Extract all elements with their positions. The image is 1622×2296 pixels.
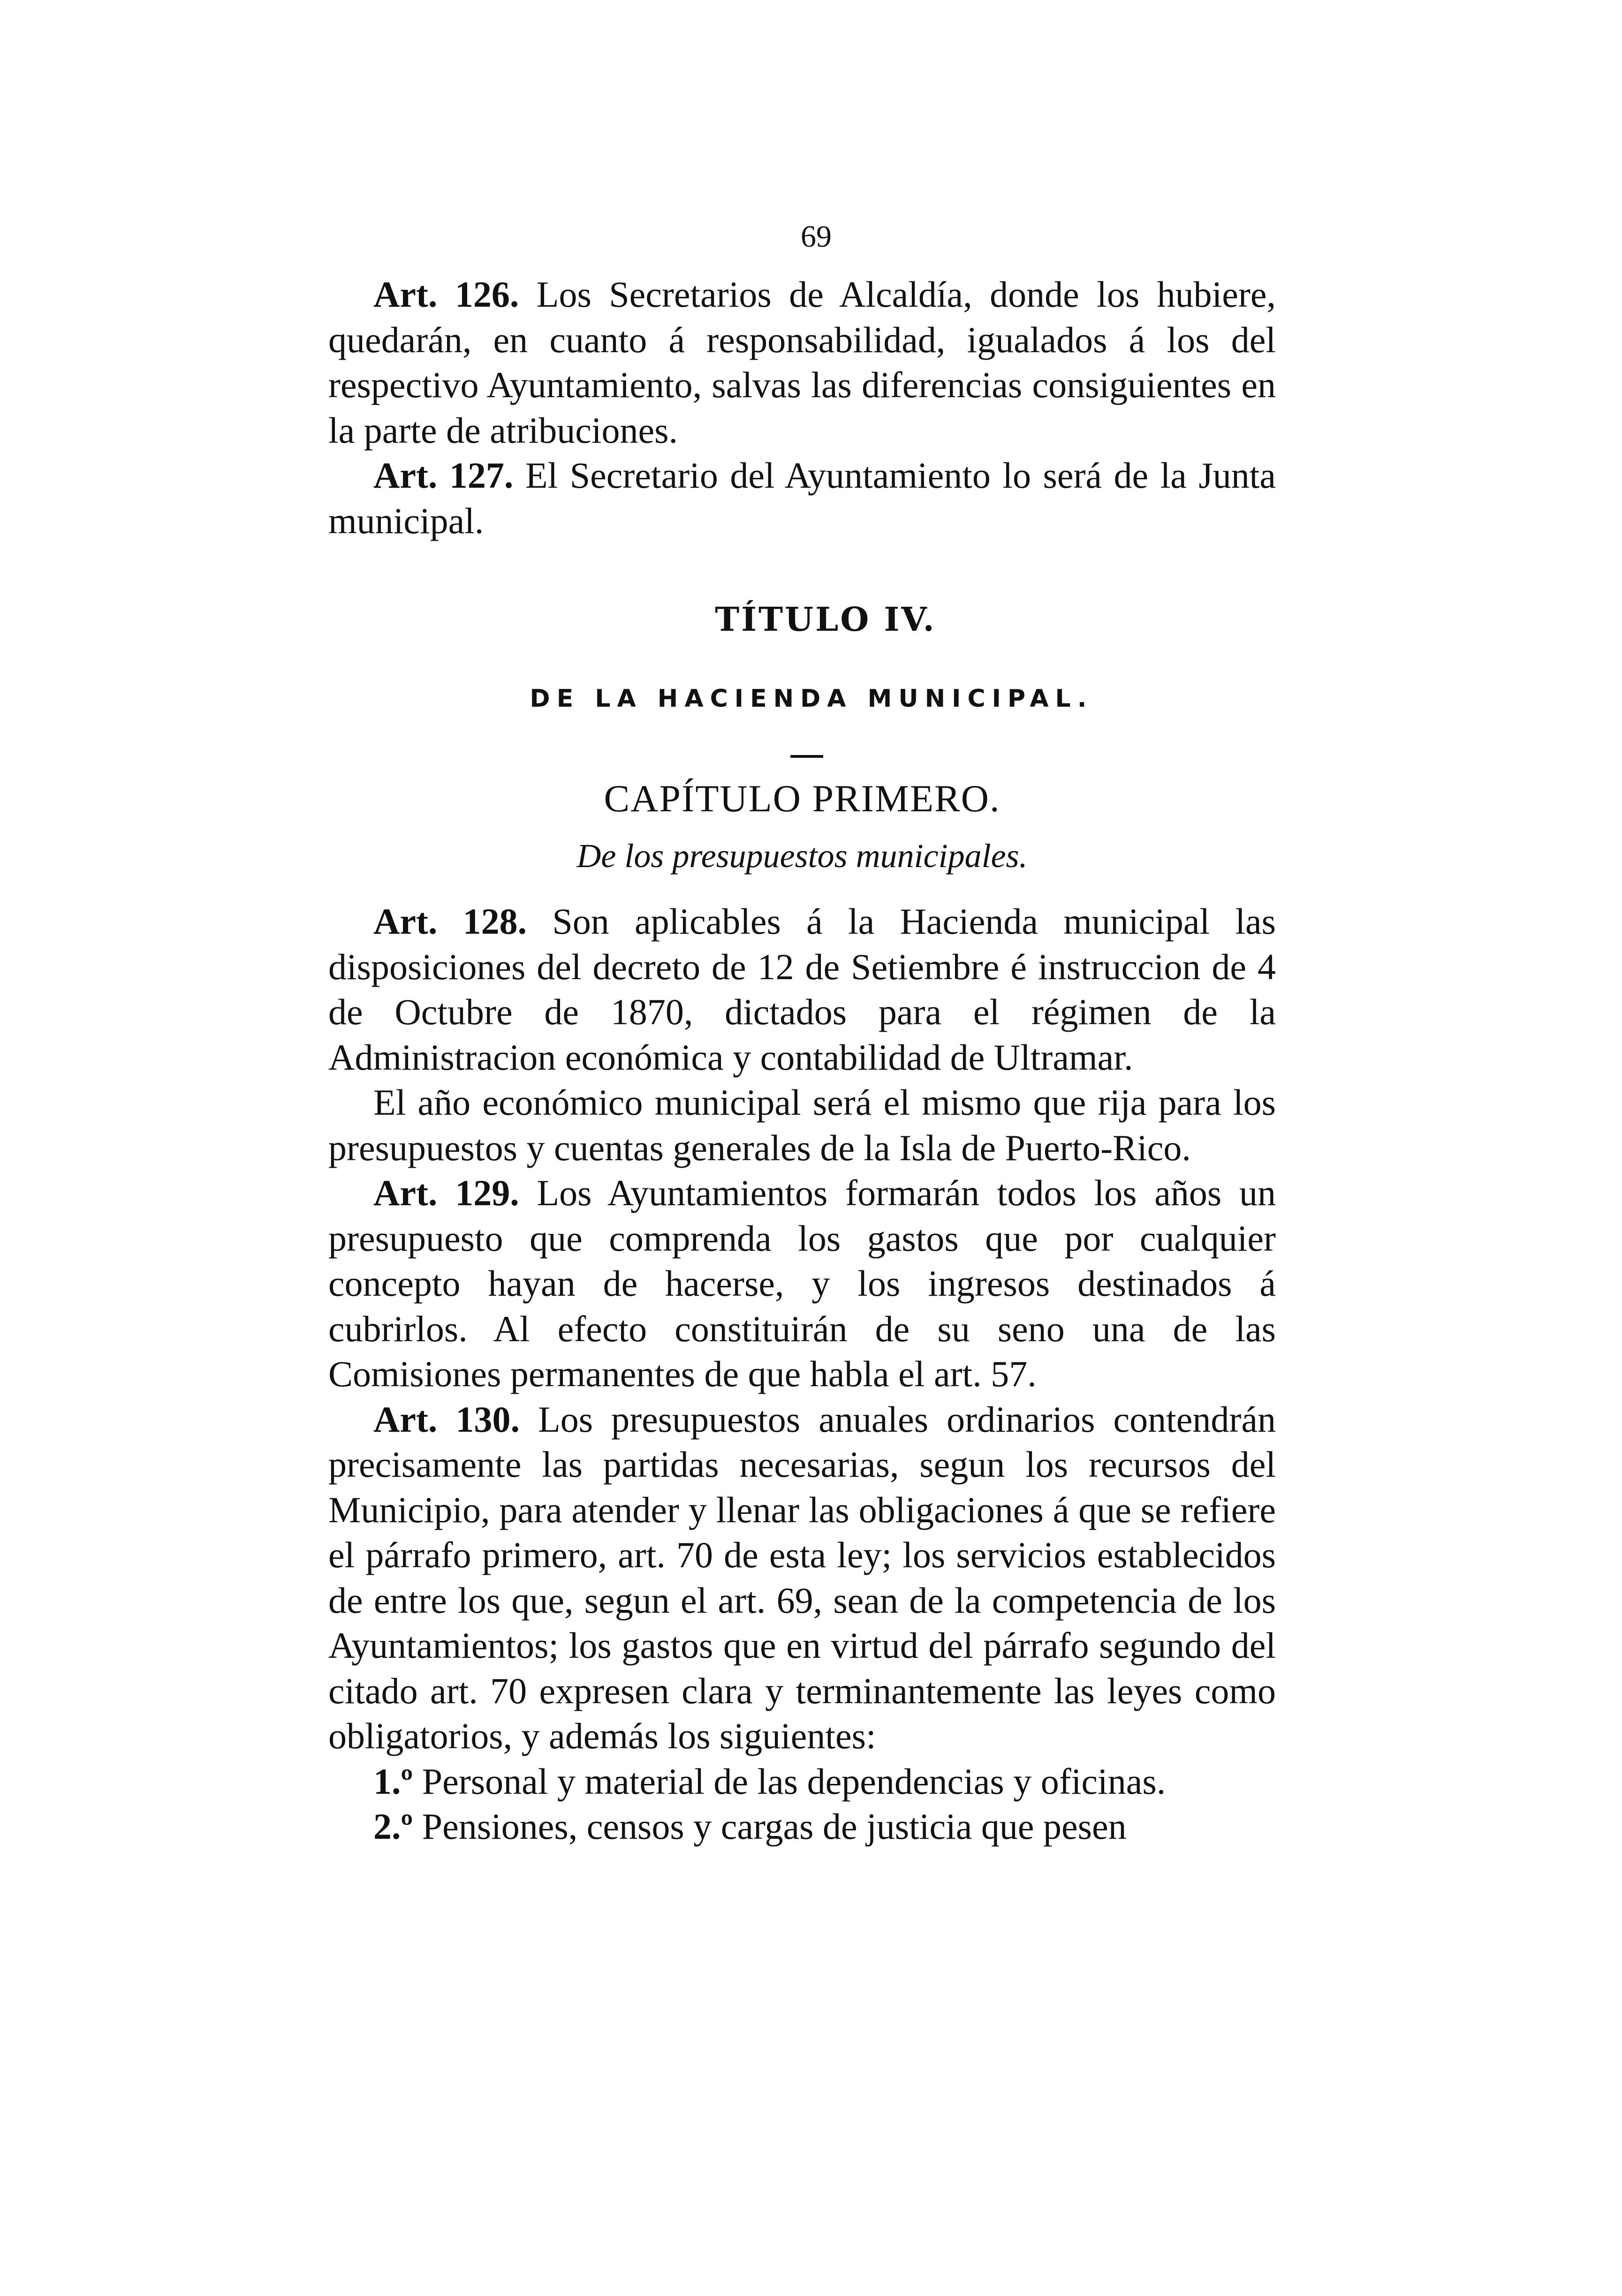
article-128-paragraph-2: El año económico municipal será el mismo que rija para los presupuestos y cuentas generales de la Isla de Puerto-Rico. [328, 1082, 1276, 1168]
document-page [328, 216, 1276, 1850]
article-text: Los Secretarios de Alcaldía, donde los hubiere, quedarán, en cuanto á responsabilidad, igualados á los del respectivo Ayuntamiento, salvas las diferencias consiguientes en la parte de atribuciones. [328, 274, 1276, 451]
titulo-heading: TÍTULO IV. [715, 600, 936, 639]
list-item [328, 1804, 1276, 1850]
article-label: Art. [373, 1398, 438, 1440]
article-text: Los presupuestos anuales ordinarios contendrán precisamente las partidas necesarias, segun los recursos del Municipio, para atender y llenar las obligaciones á que se refiere el párrafo primero, art. 70 de esta ley; los servicios establecidos de entre los que, segun el art. 69, sean de la competencia de los Ayuntamientos; los gastos que en virtud del párrafo segundo del citado art. 70 expresen clara y terminantemente las leyes como obligatorios, y además los siguientes: [328, 1398, 1276, 1756]
page-number: 69 [801, 219, 832, 254]
capitulo-heading: CAPÍTULO PRIMERO. [604, 777, 1000, 820]
list-item [328, 1759, 1276, 1805]
article-number: 130. [455, 1398, 520, 1440]
article-number: 129. [455, 1172, 519, 1213]
article-number: 128. [462, 901, 527, 942]
article-130 [328, 1397, 1276, 1759]
capitulo-subtitle: De los presupuestos municipales. [576, 837, 1028, 875]
title-block [328, 600, 1276, 876]
article-text: Son aplicables á la Hacienda municipal las disposiciones del decreto de 12 de Setiembre é instruccion de 4 de Octubre de 1870, dictados para el régimen de la Administracion económica y contabilidad de Ultramar. [328, 901, 1276, 1078]
section-divider [790, 755, 823, 758]
article-129 [328, 1171, 1276, 1397]
list-item-number: 1.º [373, 1760, 413, 1802]
article-label: Art. [373, 1172, 438, 1213]
article-number: 127. [449, 455, 514, 496]
article-128 [328, 899, 1276, 1080]
article-label: Art. [373, 274, 438, 315]
article-label: Art. [373, 455, 438, 496]
article-127 [328, 453, 1276, 544]
list-item-text: Personal y material de las dependencias y oficinas. [422, 1760, 1166, 1802]
list-item-number: 2.º [373, 1806, 413, 1847]
list-item-text: Pensiones, censos y cargas de justicia que pesen [422, 1806, 1127, 1847]
article-text: Los Ayuntamientos formarán todos los años un presupuesto que comprenda los gastos que por cualquier concepto hayan de hacerse, y los ingresos destinados á cubrirlos. Al efecto constituirán de su seno una de las Comisiones permanentes de que habla el art. 57. [328, 1172, 1276, 1394]
titulo-subtitle: DE LA HACIENDA MUNICIPAL. [530, 685, 1093, 713]
article-number: 126. [455, 274, 519, 315]
article-text: El Secretario del Ayuntamiento lo será de la Junta municipal. [328, 455, 1276, 541]
article-126 [328, 272, 1276, 453]
article-label: Art. [373, 901, 438, 942]
